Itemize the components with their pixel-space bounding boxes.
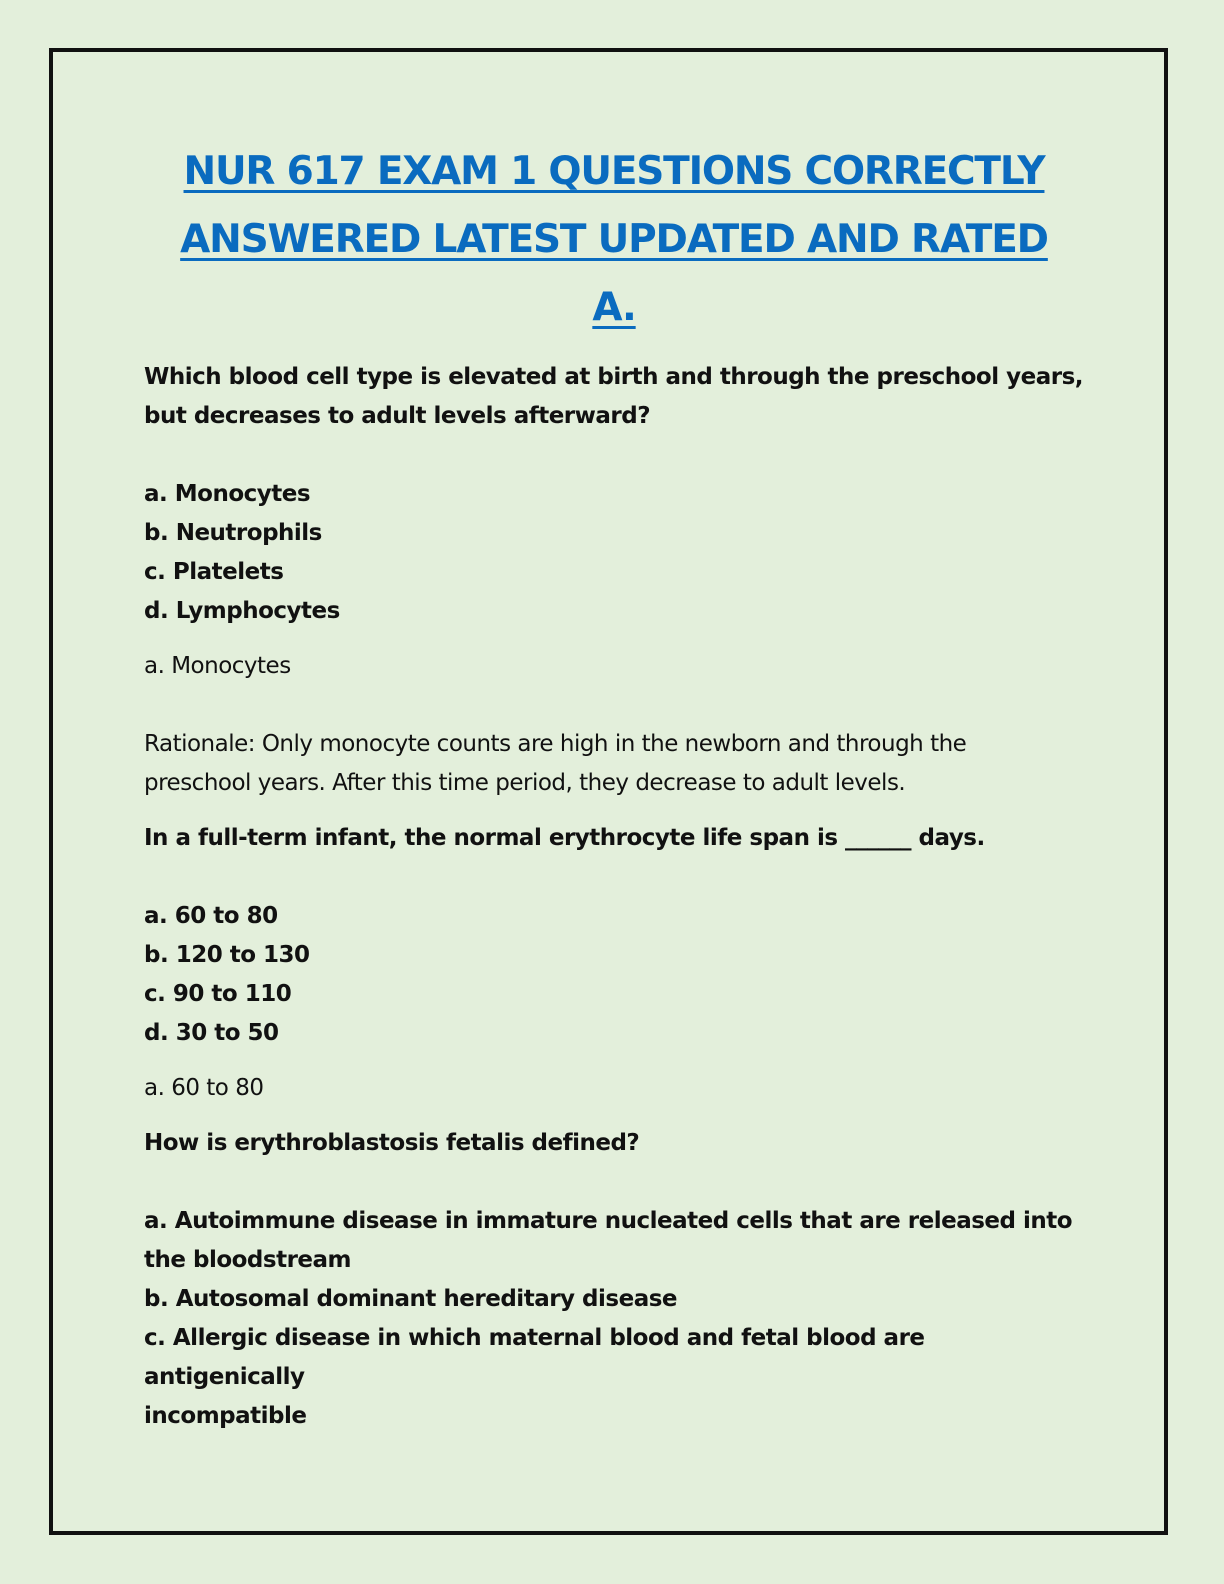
document-title (144, 138, 1084, 342)
question-1-option-a: a. Monocytes (144, 481, 311, 507)
title-line-1: NUR 617 EXAM 1 QUESTIONS CORRECTLY (183, 149, 1045, 194)
question-3-option-a-line-2: the bloodstream (144, 1247, 352, 1273)
question-1-option-d: d. Lymphocytes (144, 598, 340, 624)
question-1-line-1: Which blood cell type is elevated at birth and through the preschool years, (144, 364, 1084, 390)
question-1-option-b: b. Neutrophils (144, 520, 322, 546)
question-2-option-a: a. 60 to 80 (144, 903, 278, 929)
question-1-line-2: but decreases to adult levels afterward? (144, 403, 651, 429)
question-2-answer: a. 60 to 80 (144, 1075, 264, 1101)
question-3-line-1: How is erythroblastosis fetalis defined? (144, 1130, 640, 1156)
question-block-3 (144, 1124, 1084, 1436)
question-3-option-c-line-1: c. Allergic disease in which maternal blood and fetal blood are antigenically (144, 1325, 925, 1390)
title-line-2: ANSWERED LATEST UPDATED AND RATED (180, 217, 1048, 262)
title-line-3: A. (592, 285, 636, 330)
question-1-rationale-line-1: Rationale: Only monocyte counts are high in the newborn and through the (144, 731, 967, 757)
question-2-option-b: b. 120 to 130 (144, 942, 310, 968)
question-2-option-c: c. 90 to 110 (144, 981, 292, 1007)
document-content (144, 138, 1084, 1436)
question-1-rationale-line-2: preschool years. After this time period, they decrease to adult levels. (144, 770, 906, 796)
question-3-option-a-line-1: a. Autoimmune disease in immature nucleated cells that are released into (144, 1208, 1073, 1234)
question-2-option-d: d. 30 to 50 (144, 1020, 279, 1046)
question-block-1 (144, 358, 1084, 803)
question-1-option-c: c. Platelets (144, 559, 284, 585)
question-3-option-b: b. Autosomal dominant hereditary disease (144, 1286, 677, 1312)
question-block-2 (144, 819, 1084, 1108)
question-2-line-1: In a full-term infant, the normal erythrocyte life span is ______ days. (144, 825, 985, 851)
question-1-answer: a. Monocytes (144, 653, 291, 679)
question-3-option-c-line-2: incompatible (144, 1403, 307, 1429)
